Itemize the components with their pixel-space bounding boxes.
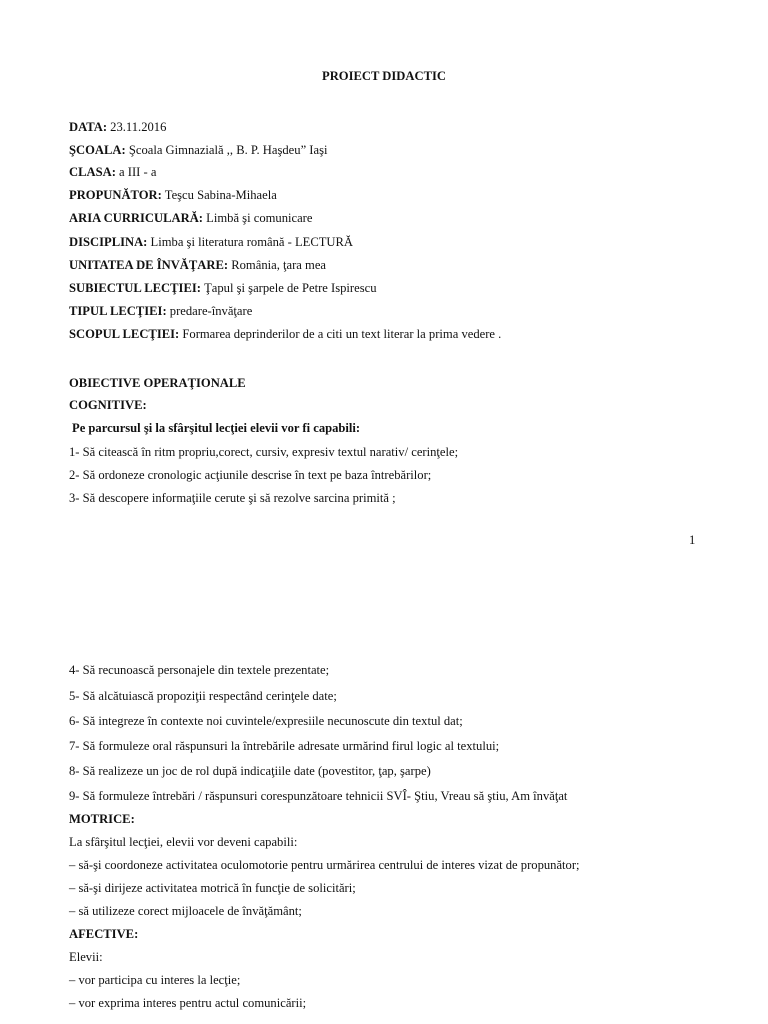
cognitive-item: 9- Să formuleze întrebări / răspunsuri corespunzătoare tehnicii SVÎ- Ştiu, Vreau să ştiu, Am învăţat: [69, 789, 568, 803]
affective-item: – vor participa cu interes la lecţie;: [69, 973, 241, 987]
field-label: DISCIPLINA:: [69, 235, 148, 249]
document-title: PROIECT DIDACTIC: [322, 69, 446, 83]
affective-heading: AFECTIVE:: [69, 927, 139, 941]
field-unitatea: [69, 257, 326, 273]
field-label: UNITATEA DE ÎNVĂŢARE:: [69, 258, 229, 272]
affective-intro: Elevii:: [69, 950, 103, 964]
field-scopul: [69, 326, 501, 342]
field-value: 23.11.2016: [110, 120, 167, 134]
field-label: SCOPUL LECŢIEI:: [69, 327, 180, 341]
field-scoala: [69, 142, 328, 158]
cognitive-item: 4- Să recunoască personajele din textele prezentate;: [69, 663, 330, 677]
field-propunator: [69, 187, 277, 203]
cognitive-item: 3- Să descopere informaţiile cerute şi să rezolve sarcina primită ;: [69, 491, 396, 505]
field-value: Formarea deprinderilor de a citi un text literar la prima vedere .: [182, 327, 502, 341]
field-label: ARIA CURRICULARĂ:: [69, 211, 203, 225]
cognitive-intro: Pe parcursul şi la sfârşitul lecţiei elevii vor fi capabili:: [72, 421, 361, 435]
cognitive-item: 1- Să citească în ritm propriu,corect, cursiv, expresiv textul narativ/ cerinţele;: [69, 445, 459, 459]
cognitive-item: 6- Să integreze în contexte noi cuvintele/expresiile necunoscute din textul dat;: [69, 714, 463, 728]
field-value: predare-învăţare: [169, 304, 253, 318]
cognitive-item: 7- Să formuleze oral răspunsuri la întrebările adresate urmărind firul logic al textului;: [69, 739, 500, 753]
field-tipul: [69, 303, 252, 319]
field-label: ŞCOALA:: [69, 143, 126, 157]
cognitive-heading: COGNITIVE:: [69, 398, 147, 412]
field-label: CLASA:: [69, 165, 116, 179]
motor-item: – să-şi coordoneze activitatea oculomotorie pentru urmărirea centrului de interes vizat de propunător;: [69, 858, 580, 872]
field-value: Limba şi literatura română - LECTURĂ: [150, 235, 354, 249]
motor-heading: MOTRICE:: [69, 812, 135, 826]
field-label: DATA:: [69, 120, 108, 134]
page-number: 1: [689, 533, 696, 547]
motor-item: – să-şi dirijeze activitatea motrică în funcţie de solicitări;: [69, 881, 356, 895]
objectives-heading: OBIECTIVE OPERAŢIONALE: [69, 376, 246, 390]
field-label: SUBIECTUL LECŢIEI:: [69, 281, 201, 295]
field-value: România, ţara mea: [231, 258, 326, 272]
cognitive-item: 2- Să ordoneze cronologic acţiunile descrise în text pe baza întrebărilor;: [69, 468, 432, 482]
motor-intro: La sfârşitul lecţiei, elevii vor deveni capabili:: [69, 835, 298, 849]
field-value: Limbă şi comunicare: [206, 211, 313, 225]
field-subiectul: [69, 280, 377, 296]
affective-item: – vor exprima interes pentru actul comunicării;: [69, 996, 307, 1010]
field-clasa: [69, 164, 156, 180]
field-label: PROPUNĂTOR:: [69, 188, 162, 202]
motor-item: – să utilizeze corect mijloacele de învăţământ;: [69, 904, 302, 918]
field-label: TIPUL LECŢIEI:: [69, 304, 167, 318]
field-data: [69, 119, 166, 135]
field-disciplina: [69, 234, 353, 250]
cognitive-item: 5- Să alcătuiască propoziţii respectând cerinţele date;: [69, 689, 337, 703]
field-value: a III - a: [119, 165, 157, 179]
field-aria-curriculara: [69, 210, 312, 226]
field-value: Şcoala Gimnazială ,, B. P. Haşdeu” Iaşi: [128, 143, 328, 157]
cognitive-item: 8- Să realizeze un joc de rol după indicaţiile date (povestitor, ţap, şarpe): [69, 764, 431, 778]
field-value: Teşcu Sabina-Mihaela: [164, 188, 277, 202]
field-value: Ţapul şi şarpele de Petre Ispirescu: [204, 281, 377, 295]
